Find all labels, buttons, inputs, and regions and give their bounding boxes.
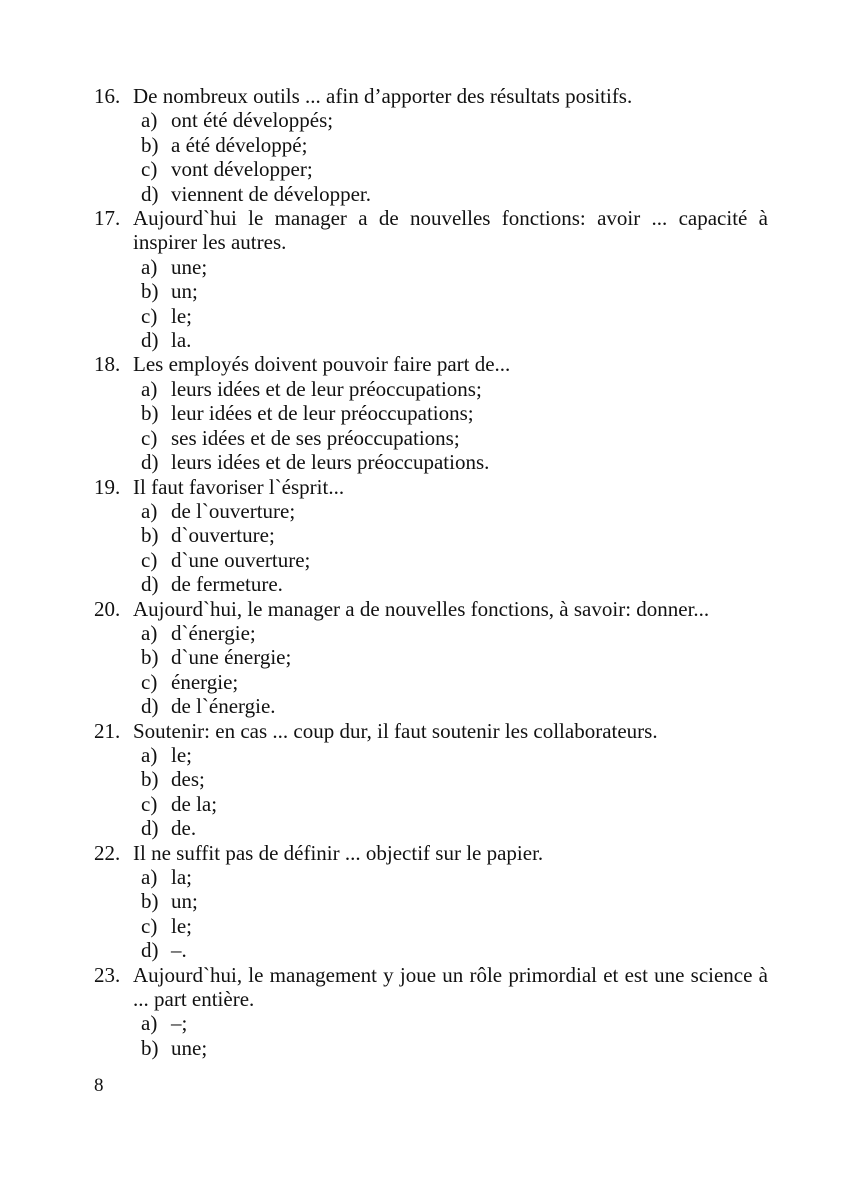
option-text: –. <box>171 938 187 963</box>
option-label: d) <box>141 328 159 353</box>
question-text: Aujourd`hui, le management y joue un rôle primordial et est une science à ... part entière. <box>133 962 768 1012</box>
option-text: la. <box>171 328 192 353</box>
answer-option <box>94 401 768 425</box>
question-22 <box>94 841 768 963</box>
option-text: vont développer; <box>171 157 313 182</box>
question-number: 18. <box>94 352 121 377</box>
option-text: ses idées et de ses préoccupations; <box>171 425 460 450</box>
option-label: b) <box>141 523 159 548</box>
question-number: 21. <box>94 718 121 743</box>
option-text: leurs idées et de leur préoccupations; <box>171 376 482 401</box>
option-text: le; <box>171 742 192 767</box>
option-label: b) <box>141 889 159 914</box>
option-text: un; <box>171 279 198 304</box>
answer-options <box>94 621 768 719</box>
option-label: b) <box>141 767 159 792</box>
answer-option <box>94 279 768 303</box>
answer-options <box>94 743 768 841</box>
answer-option <box>94 743 768 767</box>
question-17 <box>94 206 768 352</box>
answer-option <box>94 426 768 450</box>
answer-options <box>94 1011 768 1060</box>
question-23 <box>94 963 768 1061</box>
option-label: c) <box>141 303 158 328</box>
option-text: a été développé; <box>171 132 308 157</box>
answer-option <box>94 670 768 694</box>
answer-options <box>94 865 768 963</box>
question-text: Soutenir: en cas ... coup dur, il faut soutenir les collaborateurs. <box>133 718 658 743</box>
answer-options <box>94 377 768 475</box>
option-label: c) <box>141 669 158 694</box>
answer-option <box>94 108 768 132</box>
option-label: a) <box>141 865 158 889</box>
option-text: de l`ouverture; <box>171 498 296 523</box>
option-text: d`une énergie; <box>171 645 292 670</box>
answer-option <box>94 377 768 401</box>
answer-option <box>94 548 768 572</box>
question-21 <box>94 719 768 841</box>
option-label: d) <box>141 181 159 206</box>
option-label: c) <box>141 425 158 450</box>
question-19 <box>94 475 768 597</box>
option-text: de. <box>171 816 197 841</box>
question-number: 19. <box>94 474 121 499</box>
question-text: Aujourd`hui, le manager a de nouvelles fonctions, à savoir: donner... <box>133 596 710 621</box>
question-header <box>94 84 768 108</box>
option-text: d`une ouverture; <box>171 547 311 572</box>
option-label: a) <box>141 376 158 401</box>
answer-option <box>94 694 768 718</box>
answer-option <box>94 1036 768 1060</box>
option-text: de la; <box>171 791 218 816</box>
question-header <box>94 352 768 376</box>
question-20 <box>94 597 768 719</box>
answer-option <box>94 304 768 328</box>
option-text: viennent de développer. <box>171 181 372 206</box>
answer-option <box>94 621 768 645</box>
option-text: leur idées et de leur préoccupations; <box>171 401 474 426</box>
option-label: a) <box>141 620 158 645</box>
answer-option <box>94 157 768 181</box>
answer-options <box>94 255 768 353</box>
answer-option <box>94 499 768 523</box>
option-text: des; <box>171 767 205 792</box>
option-label: a) <box>141 108 158 133</box>
answer-options <box>94 499 768 597</box>
option-label: d) <box>141 938 159 963</box>
answer-option <box>94 133 768 157</box>
option-label: c) <box>141 913 158 938</box>
option-label: b) <box>141 1035 159 1060</box>
question-list <box>94 84 768 1060</box>
question-header <box>94 475 768 499</box>
question-number: 17. <box>94 206 121 231</box>
page-number: 8 <box>94 1075 104 1096</box>
answer-option <box>94 767 768 791</box>
option-text: ont été développés; <box>171 108 334 133</box>
option-label: d) <box>141 816 159 841</box>
question-header <box>94 719 768 743</box>
option-label: b) <box>141 279 159 304</box>
answer-option <box>94 572 768 596</box>
answer-option <box>94 645 768 669</box>
option-text: –; <box>171 1011 188 1036</box>
option-label: c) <box>141 791 158 816</box>
option-label: b) <box>141 401 159 426</box>
option-label: a) <box>141 1011 158 1036</box>
option-text: énergie; <box>171 669 239 694</box>
question-number: 23. <box>94 962 121 987</box>
question-16 <box>94 84 768 206</box>
question-text: Aujourd`hui le manager a de nouvelles fonctions: avoir ... capacité à inspirer les autres. <box>133 206 768 255</box>
question-text: Il faut favoriser l`ésprit... <box>133 474 345 499</box>
answer-option <box>94 1011 768 1035</box>
option-label: d) <box>141 450 159 475</box>
answer-option <box>94 450 768 474</box>
option-text: la; <box>171 865 192 889</box>
option-label: b) <box>141 645 159 670</box>
answer-option <box>94 816 768 840</box>
option-label: c) <box>141 547 158 572</box>
question-18 <box>94 352 768 474</box>
question-text: Il ne suffit pas de définir ... objectif sur le papier. <box>133 840 544 865</box>
option-text: d`énergie; <box>171 620 256 645</box>
question-number: 20. <box>94 596 121 621</box>
question-header <box>94 841 768 865</box>
option-text: de l`énergie. <box>171 694 276 719</box>
option-text: le; <box>171 303 192 328</box>
question-header <box>94 963 768 1012</box>
option-text: une; <box>171 254 208 279</box>
option-label: d) <box>141 572 159 597</box>
option-text: de fermeture. <box>171 572 283 597</box>
question-header <box>94 597 768 621</box>
option-text: un; <box>171 889 198 914</box>
answer-option <box>94 889 768 913</box>
option-label: a) <box>141 254 158 279</box>
question-header <box>94 206 768 255</box>
option-label: c) <box>141 157 158 182</box>
option-label: a) <box>141 742 158 767</box>
option-text: le; <box>171 913 192 938</box>
question-text: De nombreux outils ... afin d’apporter des résultats positifs. <box>133 84 633 108</box>
option-text: une; <box>171 1035 208 1060</box>
answer-option <box>94 792 768 816</box>
option-text: leurs idées et de leurs préoccupations. <box>171 450 490 475</box>
question-number: 22. <box>94 840 121 865</box>
answer-option <box>94 523 768 547</box>
option-label: b) <box>141 132 159 157</box>
answer-options <box>94 108 768 206</box>
question-text: Les employés doivent pouvoir faire part de... <box>133 352 511 377</box>
answer-option <box>94 255 768 279</box>
option-text: d`ouverture; <box>171 523 275 548</box>
option-label: d) <box>141 694 159 719</box>
answer-option <box>94 865 768 889</box>
option-label: a) <box>141 498 158 523</box>
answer-option <box>94 914 768 938</box>
answer-option <box>94 938 768 962</box>
question-number: 16. <box>94 84 121 108</box>
answer-option <box>94 182 768 206</box>
answer-option <box>94 328 768 352</box>
